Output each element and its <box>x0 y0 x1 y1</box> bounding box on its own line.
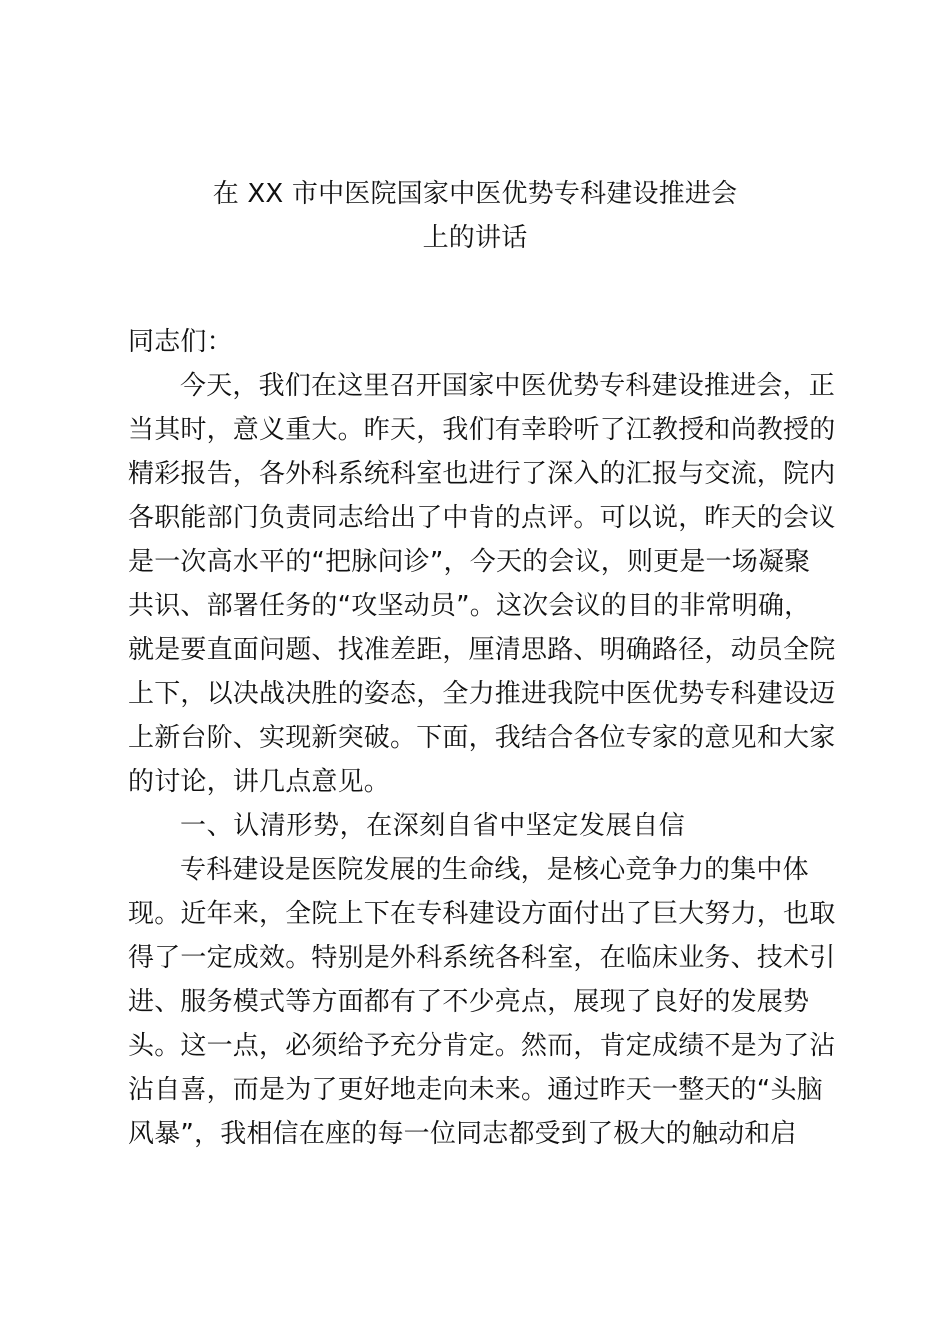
paragraph-line: 各职能部门负责同志给出了中肯的点评。可以说，昨天的会议 <box>128 503 836 533</box>
paragraph-line: 的讨论，讲几点意见。 <box>128 767 391 797</box>
paragraph-line: 今天，我们在这里召开国家中医优势专科建设推进会，正 <box>180 371 836 401</box>
intro-paragraph <box>128 364 838 804</box>
paragraph-line: 上下，以决战决胜的姿态，全力推进我院中医优势专科建设迈 <box>128 679 836 709</box>
section-paragraph <box>128 848 838 1156</box>
title-line: 上的讲话 <box>422 223 528 253</box>
paragraph-line: 就是要直面问题、找准差距，厘清思路、明确路径，动员全院 <box>128 635 836 665</box>
paragraph-line: 现。近年来，全院上下在专科建设方面付出了巨大努力，也取 <box>128 899 836 929</box>
document-title <box>100 172 850 260</box>
paragraph-line: 上新台阶、实现新突破。下面，我结合各位专家的意见和大家 <box>128 723 836 753</box>
title-line: 在 XX 市中医院国家中医优势专科建设推进会 <box>212 179 738 209</box>
paragraph-line: 专科建设是医院发展的生命线，是核心竞争力的集中体 <box>180 855 809 885</box>
paragraph-line: 风暴”，我相信在座的每一位同志都受到了极大的触动和启 <box>128 1119 797 1149</box>
paragraph-line: 精彩报告，各外科系统科室也进行了深入的汇报与交流，院内 <box>128 459 836 489</box>
paragraph-line: 头。这一点，必须给予充分肯定。然而，肯定成绩不是为了沾 <box>128 1031 836 1061</box>
document-body <box>128 320 838 1156</box>
paragraph-line: 当其时，意义重大。昨天，我们有幸聆听了江教授和尚教授的 <box>128 415 836 445</box>
paragraph-line: 进、服务模式等方面都有了不少亮点，展现了良好的发展势 <box>128 987 810 1017</box>
paragraph-line: 得了一定成效。特别是外科系统各科室，在临床业务、技术引 <box>128 943 836 973</box>
paragraph-line: 沾自喜，而是为了更好地走向未来。通过昨天一整天的“头脑 <box>128 1075 823 1105</box>
section-heading: 一、认清形势，在深刻自省中坚定发展自信 <box>180 811 686 841</box>
paragraph-line: 是一次高水平的“把脉问诊”，今天的会议，则更是一场凝聚 <box>128 547 811 577</box>
paragraph-line: 共识、部署任务的“攻坚动员”。这次会议的目的非常明确， <box>128 591 811 621</box>
salutation: 同志们： <box>128 327 233 357</box>
